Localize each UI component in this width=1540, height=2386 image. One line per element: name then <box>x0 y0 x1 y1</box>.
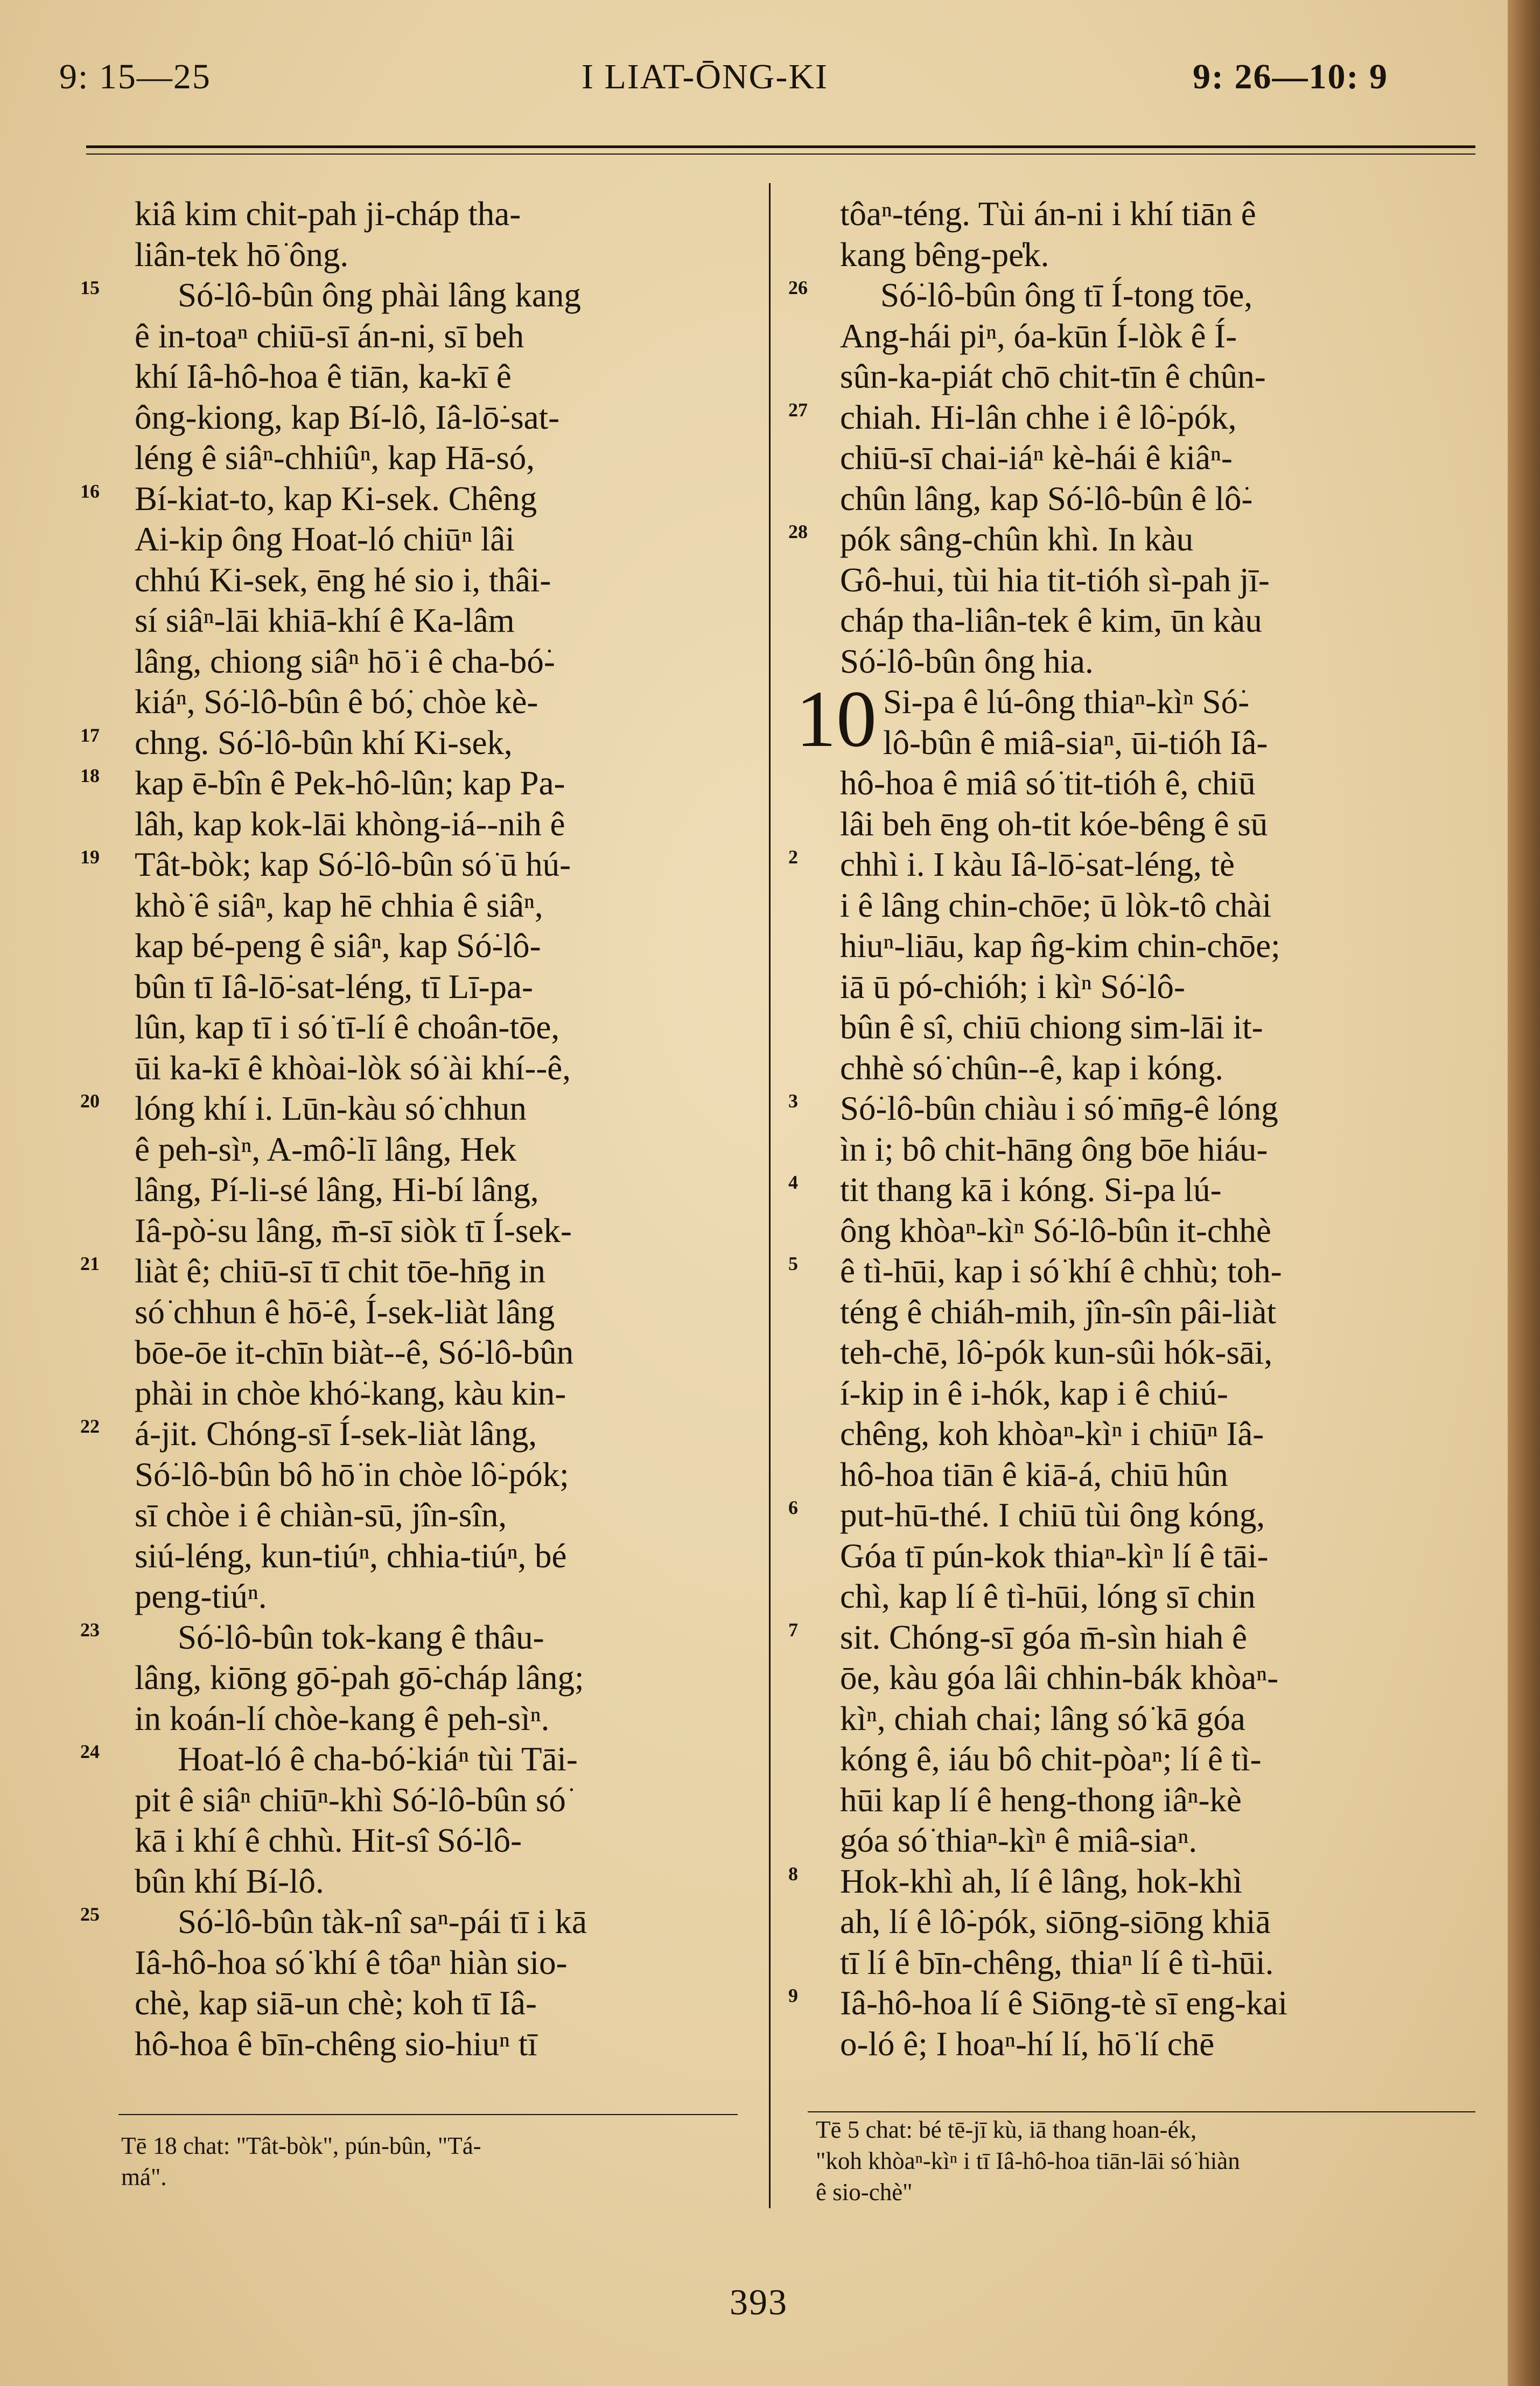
right-column <box>789 194 1483 2064</box>
line-text: kang bêng-pe̍k. <box>840 235 1049 274</box>
text-line <box>789 601 1483 641</box>
line-text: pók sâng-chûn khì. In kàu <box>840 520 1194 558</box>
line-text: lûn, kap tī i só͘ tī-lí ê choân-tōe, <box>135 1008 560 1046</box>
line-text: á-jit. Chóng-sī Í-sek-liàt lâng, <box>135 1415 537 1453</box>
header-right-reference: 9: 26—10: 9 <box>1193 57 1388 96</box>
verse-number: 23 <box>80 1618 100 1641</box>
verse-number: 6 <box>788 1497 798 1518</box>
line-text: chhè só͘ chûn--ê, kap i kóng. <box>840 1049 1224 1087</box>
text-line <box>81 682 748 723</box>
header-rule-thin <box>86 154 1475 155</box>
text-line <box>81 560 748 601</box>
text-line <box>789 1129 1483 1170</box>
verse-number: 2 <box>788 846 798 868</box>
line-text: i ê lâng chin-chōe; ū lòk-tô chài <box>840 886 1272 924</box>
text-line <box>81 1211 748 1252</box>
text-line <box>789 1332 1483 1373</box>
verse-number: 21 <box>80 1253 100 1274</box>
text-line <box>81 1739 748 1780</box>
text-line <box>81 479 748 520</box>
text-line <box>81 194 748 235</box>
verse-number: 20 <box>80 1090 100 1112</box>
header-rule-thick <box>86 145 1475 148</box>
line-text: lâng, chiong siâⁿ hō͘ i ê cha-bó͘- <box>135 642 555 680</box>
text-line <box>81 438 748 479</box>
line-text: Ang-hái piⁿ, óa-kūn Í-lòk ê Í- <box>840 317 1237 355</box>
footnote-line: ê sio-chè" <box>816 2179 913 2206</box>
verse-number: 9 <box>788 1985 798 2006</box>
line-text: kiáⁿ, Só͘-lô-bûn ê bó͘, chòe kè- <box>135 683 538 721</box>
verse-number: 27 <box>788 399 808 421</box>
text-line <box>789 682 1483 723</box>
line-text: bûn ê sî, chiū chiong sim-lāi it- <box>840 1008 1263 1046</box>
line-text: sí siâⁿ-lāi khiā-khí ê Ka-lâm <box>135 602 515 639</box>
text-line <box>789 1902 1483 1943</box>
line-text: lâng, kiōng gō͘-pah gō͘-cháp lâng; <box>135 1659 584 1697</box>
line-text: hūi kap lí ê heng-thong iâⁿ-kè <box>840 1781 1242 1819</box>
text-line <box>789 1373 1483 1414</box>
line-text: iā ū pó-chióh; i kìⁿ Só͘-lô- <box>840 967 1186 1006</box>
text-line <box>789 560 1483 601</box>
verse-number: 22 <box>80 1415 100 1437</box>
line-text: bōe-ōe it-chīn biàt--ê, Só͘-lô-bûn <box>135 1334 574 1371</box>
text-line <box>789 763 1483 804</box>
text-line <box>789 275 1483 316</box>
text-line <box>789 316 1483 357</box>
line-text: ah, lí ê lô͘-pók, siōng-siōng khiā <box>840 1903 1271 1941</box>
line-text: Só͘-lô-bûn ông tī Í-tong tōe, <box>880 276 1253 314</box>
text-line <box>789 885 1483 926</box>
line-text: lâng, Pí-li-sé lâng, Hi-bí lâng, <box>135 1171 539 1209</box>
footnote-rule-left <box>118 2114 738 2115</box>
verse-number: 25 <box>80 1903 100 1925</box>
line-text: bûn khí Bí-lô. <box>135 1862 324 1900</box>
chapter-number: 10 <box>796 674 877 764</box>
line-text: í-kip in ê i-hók, kap i ê chiú- <box>840 1374 1228 1412</box>
line-text: Só͘-lô-bûn ông phài lâng kang <box>178 276 581 314</box>
text-line <box>81 1048 748 1089</box>
line-text: sit. Chóng-sī góa m̄-sìn hiah ê <box>840 1618 1247 1656</box>
text-line <box>789 1414 1483 1455</box>
text-line <box>81 316 748 357</box>
verse-number: 5 <box>788 1253 798 1274</box>
line-text: liàt ê; chiū-sī tī chit tōe-hn̄g in <box>135 1252 545 1290</box>
line-text: chhì i. I kàu Iâ-lō͘-sat-léng, tè <box>840 846 1235 883</box>
text-line <box>789 641 1483 682</box>
text-line <box>81 357 748 397</box>
text-line <box>81 1780 748 1821</box>
line-text: ê tì-hūi, kap i só͘ khí ê chhù; toh- <box>840 1252 1282 1290</box>
line-text: chhú Ki-sek, ēng hé sio i, thâi- <box>135 561 551 599</box>
line-text: ōe, kàu góa lâi chhin-bák khòaⁿ- <box>840 1659 1279 1697</box>
text-line <box>81 1658 748 1699</box>
header-book-title: I LIAT-ŌNG-KI <box>582 57 828 96</box>
line-text: peng-tiúⁿ. <box>135 1578 267 1615</box>
column-divider <box>769 183 771 2208</box>
line-text: chiū-sī chai-iáⁿ kè-hái ê kiâⁿ- <box>840 439 1233 477</box>
line-text: o-ló ê; I hoaⁿ-hí lí, hō͘ lí chē <box>840 2025 1215 2063</box>
text-line <box>789 235 1483 276</box>
text-line <box>81 1455 748 1496</box>
text-line <box>789 519 1483 560</box>
line-text: tit thang kā i kóng. Si-pa lú- <box>840 1171 1222 1209</box>
line-text: bûn tī Iâ-lō͘-sat-léng, tī Lī-pa- <box>135 967 534 1006</box>
text-line <box>789 804 1483 845</box>
line-text: khí Iâ-hô-hoa ê tiān, ka-kī ê <box>135 358 512 395</box>
line-text: kiâ kim chit-pah ji-cháp tha- <box>135 195 521 233</box>
footnote-right <box>816 2114 1483 2208</box>
line-text: teh-chē, lô͘-pók kun-sûi hók-sāi, <box>840 1334 1273 1371</box>
footnote-left <box>121 2130 740 2193</box>
line-text: chì, kap lí ê tì-hūi, lóng sī chin <box>840 1578 1256 1615</box>
line-text: lâh, kap kok-lāi khòng-iá--nih ê <box>135 805 565 843</box>
line-text: Só͘-lô-bûn bô hō͘ in chòe lô͘-pók; <box>135 1455 569 1494</box>
verse-number: 17 <box>80 724 100 746</box>
text-line <box>81 601 748 641</box>
line-text: Iâ-hô-hoa só͘ khí ê tôaⁿ hiàn sio- <box>135 1943 568 1982</box>
line-text: chng. Só͘-lô-bûn khí Ki-sek, <box>135 723 513 762</box>
verse-number: 28 <box>788 521 808 542</box>
line-text: kap bé-peng ê siâⁿ, kap Só͘-lô- <box>135 927 541 965</box>
text-line <box>81 1170 748 1211</box>
left-column <box>81 194 748 2064</box>
footnote-line: má". <box>121 2164 167 2190</box>
text-line <box>789 967 1483 1008</box>
line-text: phài in chòe khó͘-kang, kàu kin- <box>135 1374 566 1412</box>
text-line <box>789 845 1483 885</box>
text-line <box>81 1292 748 1333</box>
text-line <box>81 1617 748 1658</box>
text-line <box>81 804 748 845</box>
line-text: chûn lâng, kap Só͘-lô-bûn ê lô͘- <box>840 479 1253 518</box>
text-line <box>81 885 748 926</box>
line-text: Góa tī pún-kok thiaⁿ-kìⁿ lí ê tāi- <box>840 1537 1269 1575</box>
text-line <box>81 641 748 682</box>
page-number: 393 <box>730 2282 788 2322</box>
line-text: liân-tek hō͘ ông. <box>135 235 349 274</box>
text-line <box>789 1658 1483 1699</box>
verse-number: 8 <box>788 1862 798 1885</box>
text-line <box>789 1943 1483 1984</box>
text-line <box>81 1332 748 1373</box>
text-line <box>81 926 748 967</box>
text-line <box>81 845 748 885</box>
line-text: ê peh-sìⁿ, A-mô͘-lī lâng, Hek <box>135 1130 517 1168</box>
text-line <box>789 1576 1483 1617</box>
text-line <box>789 1617 1483 1658</box>
line-text: in koán-lí chòe-kang ê peh-sìⁿ. <box>135 1699 550 1738</box>
line-text: Só͘-lô-bûn ông hia. <box>840 642 1094 680</box>
text-line <box>789 1211 1483 1252</box>
line-text: khò͘ ê siâⁿ, kap hē chhia ê siâⁿ, <box>135 886 543 924</box>
footnote-line: "koh khòaⁿ-kìⁿ i tī Iâ-hô-hoa tiān-lāi só͘ hiàn <box>816 2147 1240 2174</box>
verse-number: 7 <box>788 1618 798 1641</box>
text-line <box>81 763 748 804</box>
line-text: Ai-kip ông Hoat-ló chiūⁿ lâi <box>135 520 515 558</box>
line-text: hô-hoa ê miâ só͘ tit-tióh ê, chiū <box>840 764 1256 802</box>
line-text: Si-pa ê lú-ông thiaⁿ-kìⁿ Só͘- <box>883 683 1250 721</box>
text-line <box>81 1089 748 1129</box>
text-line <box>789 1861 1483 1902</box>
line-text: Só͘-lô-bûn chiàu i só͘ mn̄g-ê lóng <box>840 1090 1278 1127</box>
text-line <box>81 1861 748 1902</box>
text-line <box>789 397 1483 438</box>
text-line <box>81 967 748 1008</box>
verse-number: 3 <box>788 1090 798 1112</box>
text-line <box>789 1699 1483 1740</box>
text-line <box>789 1536 1483 1577</box>
text-line <box>81 723 748 764</box>
line-text: kìⁿ, chiah chai; lâng só͘ kā góa <box>840 1699 1245 1738</box>
line-text: ông-kiong, kap Bí-lô, Iâ-lō͘-sat- <box>135 398 560 436</box>
text-line <box>789 194 1483 235</box>
line-text: Gô-hui, tùi hia tit-tióh sì-pah jī- <box>840 561 1270 599</box>
text-line <box>789 1820 1483 1861</box>
verse-number: 18 <box>80 765 100 786</box>
text-line <box>789 1739 1483 1780</box>
text-line <box>789 1780 1483 1821</box>
text-line <box>81 235 748 276</box>
footnote-rule-right <box>808 2111 1475 2112</box>
line-text: tī lí ê bīn-chêng, thiaⁿ lí ê tì-hūi. <box>840 1943 1274 1982</box>
text-line <box>81 1576 748 1617</box>
verse-number: 26 <box>788 277 808 298</box>
line-text: só͘ chhun ê hō͘-ê, Í-sek-liàt lâng <box>135 1293 555 1331</box>
line-text: kóng ê, iáu bô chit-pòaⁿ; lí ê tì- <box>840 1740 1262 1778</box>
line-text: lô-bûn ê miâ-siaⁿ, ūi-tióh Iâ- <box>883 723 1268 762</box>
text-line <box>81 1983 748 2024</box>
line-text: hiuⁿ-liāu, kap n̂g-kim chin-chōe; <box>840 927 1280 965</box>
text-line <box>81 1943 748 1984</box>
line-text: pit ê siâⁿ chiūⁿ-khì Só͘-lô-bûn só͘ <box>135 1781 566 1819</box>
text-line <box>789 438 1483 479</box>
line-text: lâi beh ēng oh-tit kóe-bêng ê sū <box>840 805 1268 843</box>
line-text: Só͘-lô-bûn tàk-nî saⁿ-pái tī i kā <box>178 1903 587 1941</box>
text-line <box>81 1536 748 1577</box>
text-line <box>789 1089 1483 1129</box>
text-line <box>81 1495 748 1536</box>
verse-number: 4 <box>788 1171 798 1193</box>
text-line <box>789 479 1483 520</box>
line-text: chè, kap siā-un chè; koh tī Iâ- <box>135 1984 537 2022</box>
verse-number: 19 <box>80 846 100 868</box>
line-text: Iâ-hô-hoa lí ê Siōng-tè sī eng-kai <box>840 1984 1287 2022</box>
line-text: ê in-toaⁿ chiū-sī án-ni, sī beh <box>135 317 524 355</box>
line-text: Hok-khì ah, lí ê lâng, hok-khì <box>840 1862 1243 1900</box>
text-line <box>81 1902 748 1943</box>
text-line <box>789 1455 1483 1496</box>
line-text: hô-hoa ê bīn-chêng sio-hiuⁿ tī <box>135 2025 537 2063</box>
line-text: Bí-kiat-to, kap Ki-sek. Chêng <box>135 479 537 518</box>
text-line <box>789 1983 1483 2024</box>
line-text: ūi ka-kī ê khòai-lòk só͘ ài khí--ê, <box>135 1049 571 1087</box>
book-edge <box>1508 0 1540 2386</box>
line-text: put-hū-thé. I chiū tùi ông kóng, <box>840 1496 1265 1534</box>
verse-number: 15 <box>80 277 100 298</box>
line-text: Só͘-lô-bûn tok-kang ê thâu- <box>178 1618 544 1656</box>
footnote-line: Tē 18 chat: "Tât-bòk", pún-bûn, "Tá- <box>121 2132 481 2159</box>
line-text: léng ê siâⁿ-chhiûⁿ, kap Hā-só, <box>135 439 535 477</box>
text-line <box>81 1373 748 1414</box>
text-line <box>81 1129 748 1170</box>
text-line <box>81 1699 748 1740</box>
line-text: Hoat-ló ê cha-bó͘-kiáⁿ tùi Tāi- <box>178 1740 578 1778</box>
verse-number: 16 <box>80 480 100 502</box>
line-text: hô-hoa tiān ê kiā-á, chiū hûn <box>840 1455 1228 1494</box>
line-text: chêng, koh khòaⁿ-kìⁿ i chiūⁿ Iâ- <box>840 1415 1264 1453</box>
text-line <box>81 1820 748 1861</box>
line-text: siú-léng, kun-tiúⁿ, chhia-tiúⁿ, bé <box>135 1537 567 1575</box>
line-text: góa só͘ thiaⁿ-kìⁿ ê miâ-siaⁿ. <box>840 1822 1198 1859</box>
line-text: sī chòe i ê chiàn-sū, jîn-sîn, <box>135 1496 507 1534</box>
line-text: cháp tha-liân-tek ê kim, ūn kàu <box>840 602 1262 639</box>
text-line <box>789 1048 1483 1089</box>
line-text: kā i khí ê chhù. Hit-sî Só͘-lô- <box>135 1822 522 1859</box>
text-line <box>81 519 748 560</box>
text-line <box>81 1007 748 1048</box>
text-line <box>789 2024 1483 2065</box>
text-line <box>81 2024 748 2065</box>
text-line <box>789 1251 1483 1292</box>
running-header <box>0 51 1508 110</box>
header-left-reference: 9: 15—25 <box>59 57 211 96</box>
text-line <box>789 1292 1483 1333</box>
verse-number: 24 <box>80 1741 100 1762</box>
line-text: chiah. Hi-lân chhe i ê lô͘-pók, <box>840 398 1237 436</box>
text-line <box>789 1495 1483 1536</box>
text-line <box>789 1007 1483 1048</box>
line-text: Tât-bòk; kap Só͘-lô-bûn só͘ ū hú- <box>135 846 571 883</box>
line-text: lóng khí i. Lūn-kàu só͘ chhun <box>135 1090 527 1127</box>
text-line <box>789 926 1483 967</box>
text-line <box>789 1170 1483 1211</box>
line-text: ông khòaⁿ-kìⁿ Só͘-lô-bûn it-chhè <box>840 1211 1271 1250</box>
line-text: ìn i; bô chit-hāng ông bōe hiáu- <box>840 1130 1268 1168</box>
line-text: Iâ-pò͘-su lâng, m̄-sī siòk tī Í-sek- <box>135 1211 572 1250</box>
text-line <box>81 1414 748 1455</box>
line-text: téng ê chiáh-mih, jîn-sîn pâi-liàt <box>840 1293 1277 1331</box>
line-text: tôaⁿ-téng. Tùi án-ni i khí tiān ê <box>840 195 1256 233</box>
text-line <box>81 1251 748 1292</box>
text-line <box>789 723 1483 764</box>
text-line <box>81 275 748 316</box>
text-line <box>789 357 1483 397</box>
text-line <box>81 397 748 438</box>
footnote-line: Tē 5 chat: bé tē-jī kù, iā thang hoan-ék, <box>816 2116 1197 2143</box>
line-text: kap ē-bîn ê Pek-hô-lûn; kap Pa- <box>135 764 565 802</box>
line-text: sûn-ka-piát chō chit-tīn ê chûn- <box>840 358 1266 395</box>
